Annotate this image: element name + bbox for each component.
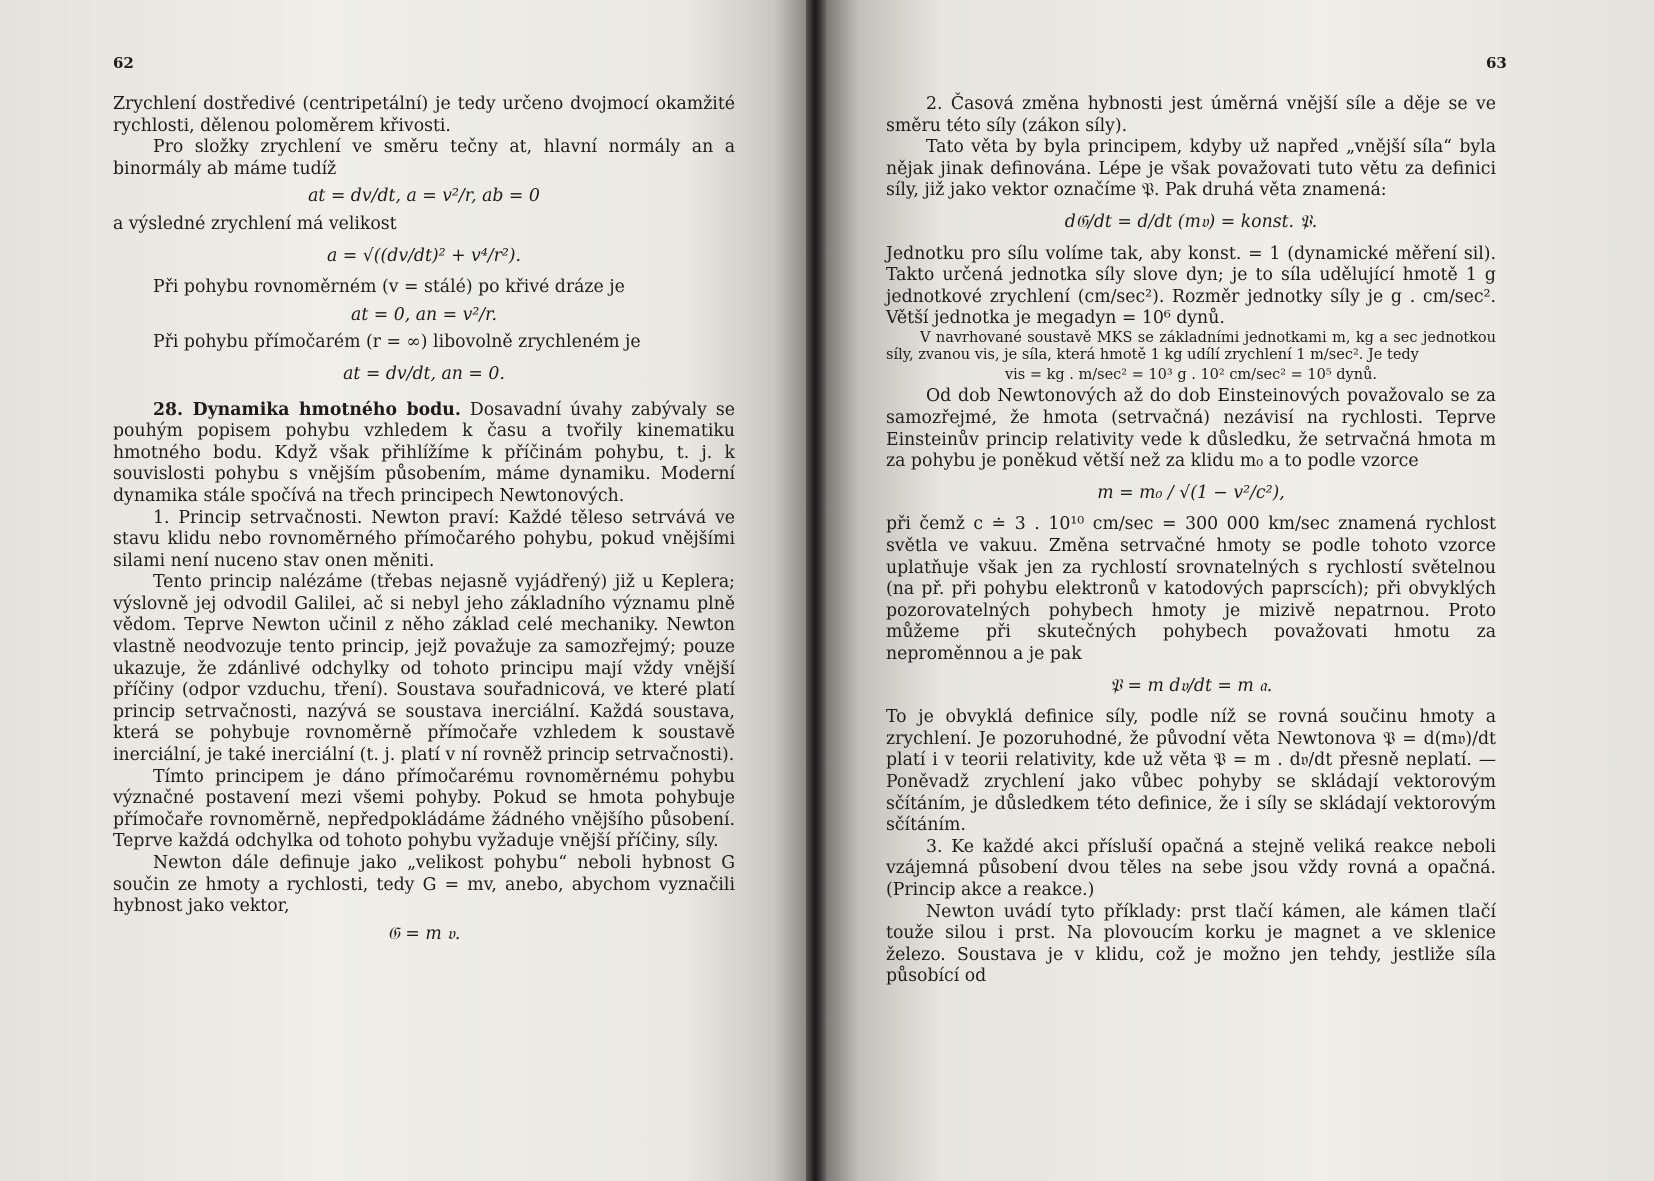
- equation: 𝔊 = m 𝔳.: [387, 923, 461, 944]
- equation: at = 0, an = v²/r.: [351, 304, 497, 325]
- left-page-text: [113, 94, 735, 951]
- paragraph: To je obvyklá definice síly, podle níž se rovná součinu hmoty a zrychlení. Je pozoruhodné, že původní věta Newtonova 𝔓 = d(m𝔳)/dt platí i v teorii relativity, kde už věta 𝔓 = m . d𝔳/dt přesně neplatí. — Poněvadž zrychlení jako vůbec pohyby se skládají vektorovým sčítáním, je důsledkem této definice, že i síly se skládají vektorovým sčítáním.: [886, 707, 1496, 836]
- page-number: 62: [113, 54, 134, 72]
- paragraph: Tento princip nalézáme (třebas nejasně vyjádřený) již u Keplera; výslovně jej odvodil Galilei, ač si nebyl jeho základního významu plně vědom. Teprve Newton učinil z něho základ celé mechaniky. Newton vlastně neodvozuje tento princip, jejž považuje za samozřejmý; pouze ukazuje, že zdánlivé odchylky od tohoto principu mají vždy vnější příčiny (odpor vzduchu, tření). Soustava souřadnicová, ve které platí princip setrvačnosti, nazývá se soustava inerciální. Každá soustava, která se pohybuje rovnoměrně přímočaře vzhledem k soustavě inerciální, je také inerciální (t. j. platí v ní rovněž princip setrvačnosti).: [113, 572, 735, 766]
- book-gutter: [806, 0, 826, 1181]
- equation: 𝔓 = m d𝔳/dt = m 𝔞.: [1109, 675, 1273, 696]
- equation: m = m₀ / √(1 − v²/c²),: [1097, 482, 1285, 503]
- equation: at = dv/dt, an = 0.: [343, 363, 505, 384]
- paragraph: Zrychlení dostředivé (centripetální) je tedy určeno dvojmocí okamžité rychlosti, dělenou poloměrem křivosti.: [113, 94, 735, 136]
- paragraph: 3. Ke každé akci přísluší opačná a stejně veliká reakce neboli vzájemná působení dvou těles na sebe jsou vždy rovná a opačná. (Princip akce a reakce.): [886, 836, 1496, 900]
- paragraph: Při pohybu přímočarém (r = ∞) libovolně zrychleném je: [153, 332, 641, 353]
- right-page-text: [886, 94, 1496, 988]
- paragraph: 2. Časová změna hybnosti jest úměrná vnější síle a děje se ve směru této síly (zákon síly).: [886, 94, 1496, 136]
- section-heading: 28. Dynamika hmotného bodu.: [153, 399, 461, 420]
- paragraph: a výsledné zrychlení má velikost: [113, 213, 397, 234]
- paragraph: V navrhované soustavě MKS se základními jednotkami m, kg a sec jednotkou síly, zvanou vis, je síla, která hmotě 1 kg udílí zrychlení 1 m/sec². Je tedy: [886, 329, 1496, 364]
- paragraph: Newton dále definuje jako „velikost pohybu“ neboli hybnost G součin ze hmoty a rychlosti, tedy G = mv, anebo, abychom vyznačili hybnost jako vektor,: [113, 853, 735, 917]
- paragraph: Při pohybu rovnoměrném (v = stálé) po křivé dráze je: [153, 277, 625, 298]
- equation: a = √((dv/dt)² + v⁴/r²).: [327, 245, 521, 266]
- left-page: [0, 0, 806, 1181]
- paragraph: při čemž c ≐ 3 . 10¹⁰ cm/sec = 300 000 km/sec znamená rychlost světla ve vakuu. Změna setrvačné hmoty se podle tohoto vzorce uplatňuje však jen za rychlostí srovnatelných s rychlostí světelnou (na př. při pohybu elektronů v katodových paprscích); při obvyklých pozorovatelných pohybech hmoty je mizivě nepatrnou. Proto můžeme při skutečných pohybech považovati hmotu za neproměnnou a je pak: [886, 514, 1496, 664]
- right-page: [826, 0, 1654, 1181]
- paragraph: Od dob Newtonových až do dob Einsteinových považovalo se za samozřejmé, že hmota (setrvačná) nezávisí na rychlosti. Teprve Einsteinův princip relativity vede k důsledku, že setrvačná hmota m za pohybu je poněkud větší než za klidu m₀ a to podle vzorce: [886, 386, 1496, 472]
- small-print: [886, 330, 1496, 385]
- paragraph: Tato věta by byla principem, kdyby už napřed „vnější síla“ byla nějak jinak definována. Lépe je však považovati tuto větu za definici síly, již jako vektor označíme 𝔓. Pak druhá věta znamená:: [886, 137, 1496, 201]
- paragraph: Newton uvádí tyto příklady: prst tlačí kámen, ale kámen tlačí touže silou i prst. Na plovoucím korku je magnet a ve sklenice železo. Soustava je v klidu, což je možno jen tehdy, jestliže síla působící od: [886, 901, 1496, 987]
- equation: vis = kg . m/sec² = 10³ g . 10² cm/sec² = 10⁵ dynů.: [1004, 366, 1378, 383]
- paragraph: Jednotku pro sílu volíme tak, aby konst. = 1 (dynamické měření sil). Takto určená jednotka síly slove dyn; je to síla udělující hmotě 1 g jednotkové zrychlení (cm/sec²). Rozměr jednotky síly je g . cm/sec². Větší jednotka je megadyn = 10⁶ dynů.: [886, 243, 1496, 329]
- paragraph: Dosavadní úvahy zabývaly se pouhým popisem pohybu vzhledem k času a tvořily kinematiku hmotného bodu. Když však přihlížíme k příčinám pohybu, t. j. k souvislosti pohybu s vnějším působením, máme dynamiku. Moderní dynamika stále spočívá na třech principech Newtonových.: [113, 399, 735, 506]
- paragraph: Tímto principem je dáno přímočarému rovnoměrnému pohybu význačné postavení mezi všemi pohyby. Pokud se hmota pohybuje přímočaře rovnoměrně, nepředpokládáme žádného vnějšího působení. Teprve každá odchylka od tohoto pohybu vyžaduje vnější příčiny, síly.: [113, 766, 735, 852]
- page-number: 63: [1486, 54, 1507, 72]
- equation: at = dv/dt, a = v²/r, ab = 0: [308, 186, 540, 207]
- paragraph: 1. Princip setrvačnosti. Newton praví: Každé těleso setrvává ve stavu klidu nebo rovnoměrného přímočarého pohybu, pokud vnějšími silami není nuceno stav onen měniti.: [113, 507, 735, 571]
- equation: d𝔊/dt = d/dt (m𝔳) = konst. 𝔓.: [1064, 211, 1318, 232]
- paragraph: Pro složky zrychlení ve směru tečny at, hlavní normály an a binormály ab máme tudíž: [113, 137, 735, 179]
